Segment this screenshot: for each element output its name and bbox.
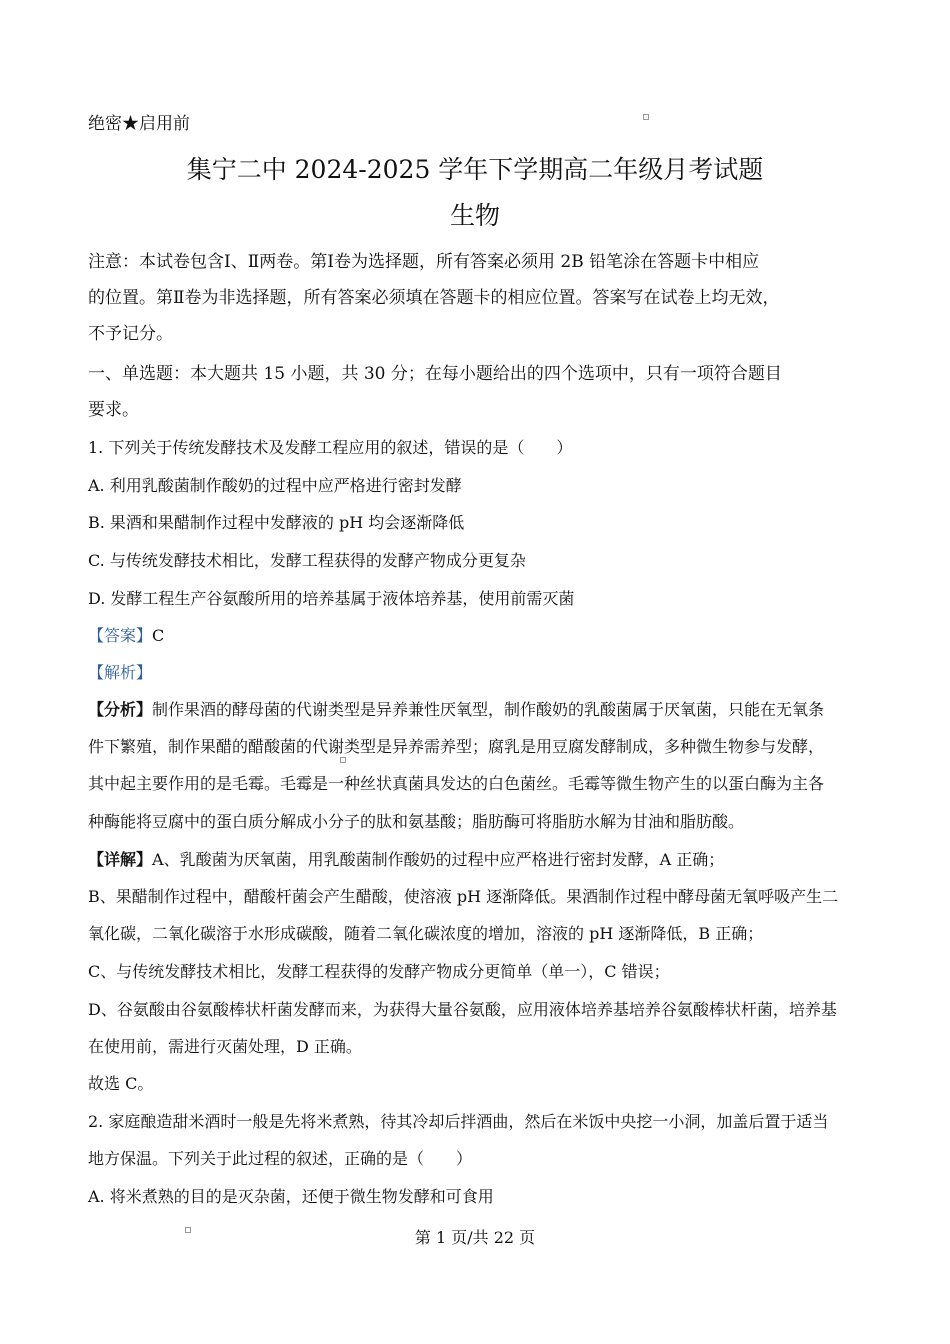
classification-label: 绝密★启用前 [88,114,190,134]
option-a: A. 利用乳酸菌制作酸奶的过程中应严格进行密封发酵 [88,476,462,495]
option-b: B. 果酒和果醋制作过程中发酵液的 pH 均会逐渐降低 [88,513,465,532]
section-heading: 要求。 [88,400,139,420]
fenxi-line [88,700,824,720]
xiangjie-line: 在使用前，需进行灭菌处理，D 正确。 [88,1037,362,1056]
xiangjie-line: D、谷氨酸由谷氨酸棒状杆菌发酵而来，为获得大量谷氨酸，应用液体培养基培养谷氨酸棒状杆菌，培养基 [88,1000,837,1019]
option-d: D. 发酵工程生产谷氨酸所用的培养基属于液体培养基，使用前需灭菌 [88,589,575,608]
xiangjie-line: 氧化碳，二氧化碳溶于水形成碳酸，随着二氧化碳浓度的增加，溶液的 pH 逐渐降低，B 正确； [88,924,764,943]
analysis-tag: 【解析】 [88,663,153,682]
artifact-dot [643,114,649,120]
fenxi-text: 制作果酒的酵母菌的代谢类型是异养兼性厌氧型，制作酸奶的乳酸菌属于厌氧菌，只能在无氧条 [152,700,825,719]
answer-row [88,626,164,646]
answer-tag: 【答案】 [88,626,153,645]
option-c: C. 与传统发酵技术相比，发酵工程获得的发酵产物成分更复杂 [88,551,526,570]
notice-line: 的位置。第Ⅱ卷为非选择题，所有答案必须填在答题卡的相应位置。答案写在试卷上均无效， [88,288,780,308]
xiangjie-line: C、与传统发酵技术相比，发酵工程获得的发酵产物成分更简单（单一），C 错误； [88,962,670,981]
xiangjie-tag: 【详解】 [88,850,153,869]
question-stem: 1. 下列关于传统发酵技术及发酵工程应用的叙述，错误的是（ ） [88,438,573,457]
xiangjie-line: B、果醋制作过程中，醋酸杆菌会产生醋酸，使溶液 pH 逐渐降低。果酒制作过程中酵母菌无氧呼吸产生二 [88,887,839,906]
answer-value: C [152,626,165,645]
question-stem: 地方保温。下列关于此过程的叙述，正确的是（ ） [88,1149,473,1168]
fenxi-line: 件下繁殖，制作果醋的醋酸菌的代谢类型是异养需养型；腐乳是用豆腐发酵制成，多种微生物参与发酵， [88,737,825,756]
conclusion-line: 故选 C。 [88,1074,154,1093]
fenxi-tag: 【分析】 [88,700,153,719]
subject-title: 生物 [449,201,500,230]
fenxi-line: 其中起主要作用的是毛霉。毛霉是一种丝状真菌具发达的白色菌丝。毛霉等微生物产生的以蛋白酶为主各 [88,774,825,793]
question-stem: 2. 家庭酿造甜米酒时一般是先将米煮熟，待其冷却后拌酒曲，然后在米饭中央挖一小洞，加盖后置于适当 [88,1112,829,1131]
xiangjie-text: A、乳酸菌为厌氧菌，用乳酸菌制作酸奶的过程中应严格进行密封发酵，A 正确； [152,850,725,869]
section-heading: 一、单选题：本大题共 15 小题，共 30 分；在每小题给出的四个选项中，只有一项符合题目 [88,364,782,384]
fenxi-line: 种酶能将豆腐中的蛋白质分解成小分子的肽和氨基酸；脂肪酶可将脂肪水解为甘油和脂肪酸。 [88,812,745,831]
exam-title: 集宁二中 2024-2025 学年下学期高二年级月考试题 [186,155,764,184]
xiangjie-line [88,850,724,870]
analysis-row [88,663,152,683]
artifact-dot [340,757,346,763]
option-a: A. 将米煮熟的目的是灭杂菌，还便于微生物发酵和可食用 [88,1187,494,1206]
page-number: 第 1 页/共 22 页 [414,1228,536,1247]
notice-line: 注意：本试卷包含Ⅰ、Ⅱ两卷。第Ⅰ卷为选择题，所有答案必须用 2B 铅笔涂在答题卡中相应 [88,252,760,272]
notice-line: 不予记分。 [88,324,173,344]
